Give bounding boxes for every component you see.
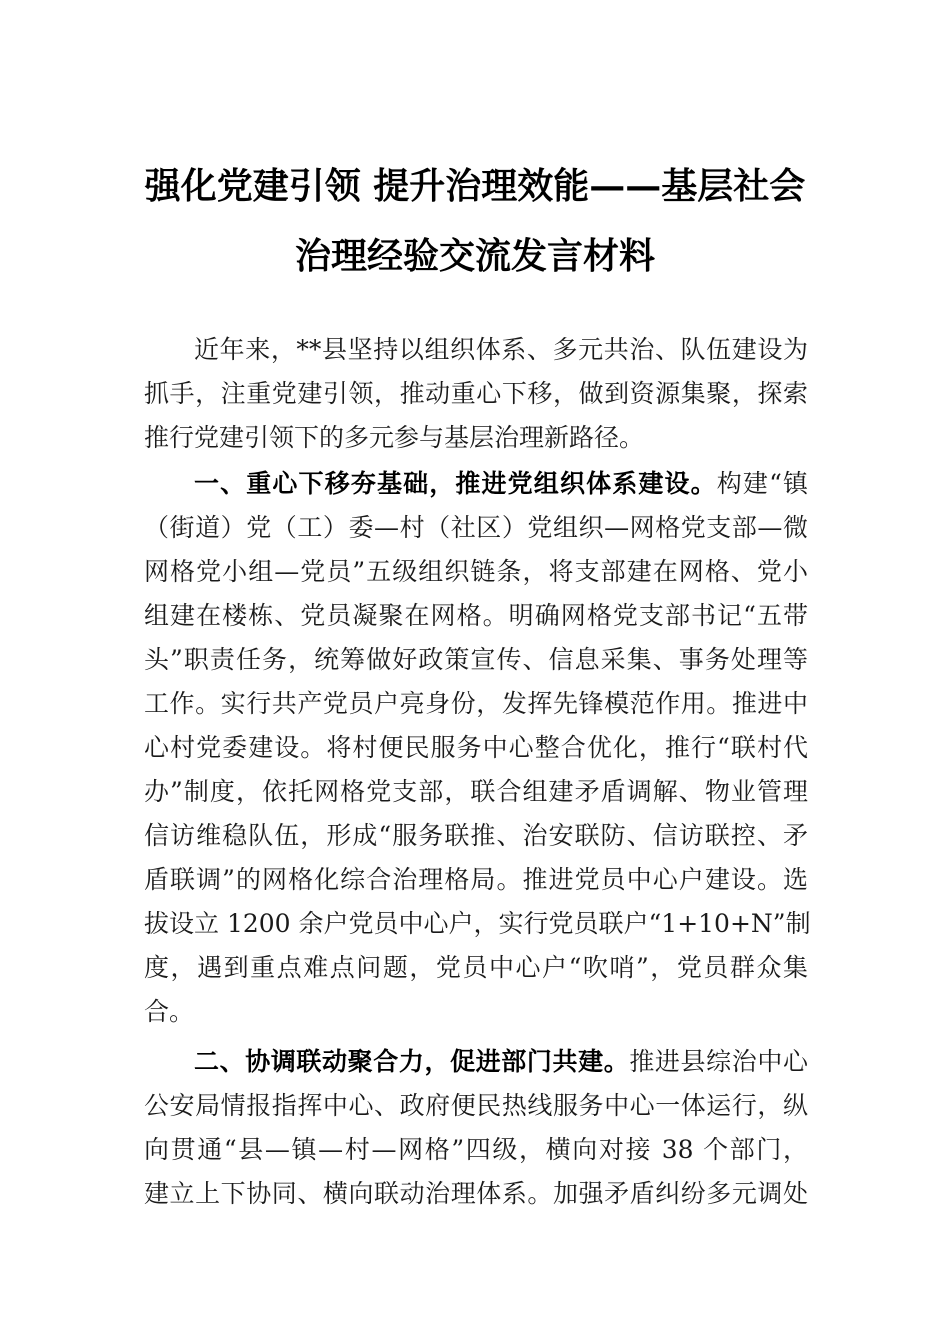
section1-line: 心村党委建设。将村便民服务中心整合优化，推行“联村代 bbox=[144, 733, 808, 762]
section2-line: 公安局情报指挥中心、政府便民热线服务中心一体运行，纵 bbox=[144, 1091, 808, 1120]
section1-line: 工作。实行共产党员户亮身份，发挥先锋模范作用。推进中 bbox=[144, 689, 808, 718]
section1-line: 网格党小组—党员”五级组织链条，将支部建在网格、党小 bbox=[144, 557, 808, 586]
section1-line: 办”制度，依托网格党支部，联合组建矛盾调解、物业管理 bbox=[144, 777, 808, 806]
section1-line: 合。 bbox=[144, 997, 195, 1026]
section1-line: 盾联调”的网格化综合治理格局。推进党员中心户建设。选 bbox=[144, 865, 808, 894]
section2-first-line-rest: 推进县综治中心 bbox=[629, 1047, 808, 1076]
document-title-line-2: 治理经验交流发言材料 bbox=[294, 235, 655, 277]
document-title-line-1: 强化党建引领 提升治理效能——基层社会 bbox=[144, 165, 806, 207]
section1-line: 度，遇到重点难点问题，党员中心户“吹哨”，党员群众集 bbox=[144, 953, 808, 982]
intro-line-2: 抓手，注重党建引领，推动重心下移，做到资源集聚，探索 bbox=[144, 379, 808, 408]
section1-line: 头”职责任务，统筹做好政策宣传、信息采集、事务处理等 bbox=[144, 645, 808, 674]
section1-first-line bbox=[194, 462, 808, 506]
section2-line: 向贯通“县—镇—村—网格”四级，横向对接 38 个部门， bbox=[144, 1135, 808, 1164]
section1-heading: 一、重心下移夯基础，推进党组织体系建设。 bbox=[194, 469, 717, 498]
section1-line: 信访维稳队伍，形成“服务联推、治安联防、信访联控、矛 bbox=[144, 821, 808, 850]
section2-heading: 二、协调联动聚合力，促进部门共建。 bbox=[194, 1047, 630, 1076]
intro-line-1: 近年来，**县坚持以组织体系、多元共治、队伍建设为 bbox=[194, 335, 808, 364]
section2-first-line bbox=[194, 1040, 808, 1084]
section1-line: 组建在楼栋、党员凝聚在网格。明确网格党支部书记“五带 bbox=[144, 601, 808, 630]
section1-first-line-rest: 构建“镇 bbox=[716, 469, 808, 498]
intro-line-3: 推行党建引领下的多元参与基层治理新路径。 bbox=[144, 423, 645, 452]
section1-line: （街道）党（工）委—村（社区）党组织—网格党支部—微 bbox=[144, 513, 808, 542]
section2-line: 建立上下协同、横向联动治理体系。加强矛盾纠纷多元调处 bbox=[144, 1179, 808, 1208]
section1-line: 拔设立 1200 余户党员中心户，实行党员联户“1+10+N”制 bbox=[144, 909, 811, 938]
